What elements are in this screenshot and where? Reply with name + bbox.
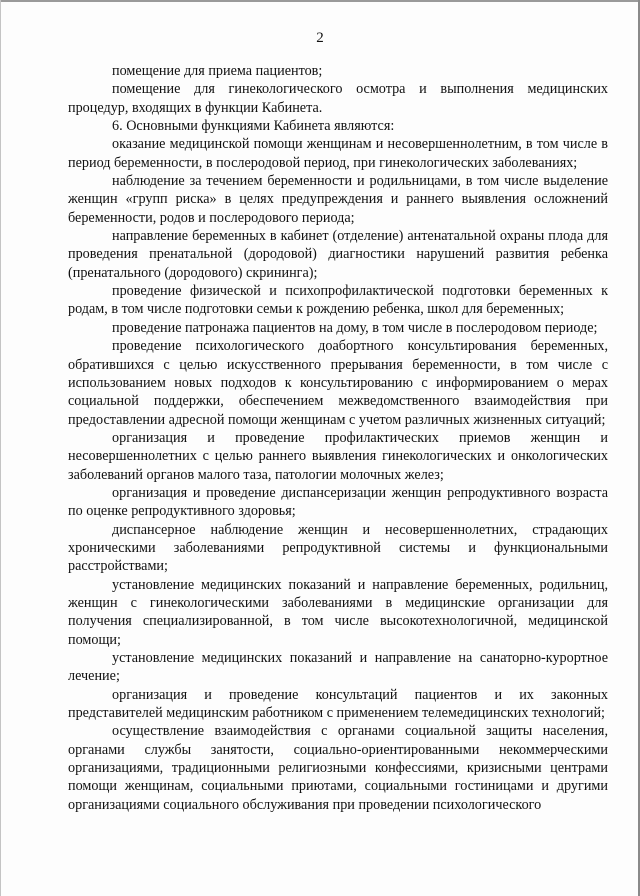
paragraph: помещение для гинекологического осмотра и выполнения медицинских процедур, входящих в функции Кабинета. — [68, 81, 608, 116]
paragraph: направление беременных в кабинет (отделение) антенатальной охраны плода для проведения пренатальной (дородовой) диагностики нарушений развития ребенка (пренатального (дородового) скрининга); — [68, 228, 608, 281]
paragraph: организация и проведение профилактических приемов женщин и несовершеннолетних с целью раннего выявления гинекологических и онкологических заболеваний органов малого таза, патологии молочных желез; — [68, 429, 608, 483]
paragraph: проведение физической и психопрофилактической подготовки беременных к родам, в том числе подготовки семьи к рождению ребенка, школ для беременных; — [68, 283, 608, 318]
paragraph: диспансерное наблюдение женщин и несовершеннолетних, страдающих хроническими заболеваниями репродуктивной системы и функциональными расстройствами; — [68, 521, 608, 575]
paragraph: установление медицинских показаний и направление на санаторно-курортное лечение; — [68, 650, 608, 685]
paragraph: организация и проведение диспансеризации женщин репродуктивного возраста по оценке репродуктивного здоровья; — [68, 484, 608, 520]
paragraph: наблюдение за течением беременности и родильницами, в том числе выделение женщин «групп риска» в целях предупреждения и раннего выявления осложнений беременности, родов и послеродового периода; — [68, 173, 608, 226]
section-heading: 6. Основными функциями Кабинета являются: — [112, 118, 395, 135]
paragraph: помещение для приема пациентов; — [112, 63, 323, 79]
paragraph: оказание медицинской помощи женщинам и несовершеннолетним, в том числе в период беременности, в послеродовой период, при гинекологических заболеваниях; — [68, 136, 608, 171]
page-number: 2 — [316, 30, 324, 46]
scan-edge-left — [0, 0, 1, 896]
paragraph: проведение психологического доабортного консультирования беременных, обратившихся с целью искусственного прерывания беременности, в том числе с использованием новых подходов к консультированию с информированием о мерах социальной поддержки, обеспечением межведомственного взаимодействия при предоставлении адресной помощи женщинам с учетом различных жизненных ситуаций; — [68, 338, 608, 428]
paragraph: установление медицинских показаний и направление беременных, родильниц, женщин с гинекологическими заболеваниями в медицинские организации для получения специализированной, в том числе высокотехнологичной, медицинской помощи; — [68, 576, 608, 648]
paragraph: организация и проведение консультаций пациентов и их законных представителей медицинским работником с применением телемедицинских технологий; — [68, 686, 608, 722]
paragraph: проведение патронажа пациентов на дому, в том числе в послеродовом периоде; — [112, 319, 598, 336]
paragraph: осуществление взаимодействия с органами социальной защиты населения, органами службы занятости, социально-ориентированными некоммерческими организациями, традиционными религиозными конфессиями, кризисными центрами помощи женщинам, социальными приютами, социальными гостиницами и другими организациями социального обслуживания при проведении психологического — [68, 723, 608, 813]
document-body — [68, 62, 608, 814]
scan-edge-top — [0, 0, 640, 2]
